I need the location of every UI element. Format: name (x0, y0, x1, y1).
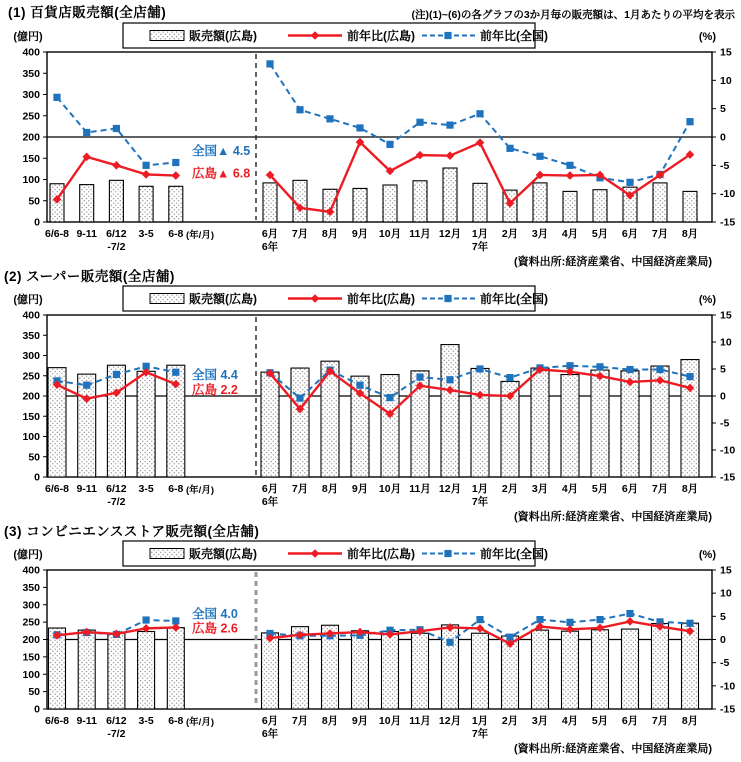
note-text: (注)(1)~(6)の各グラフの3か月毎の販売額は、1月あたりの平均を表示 (411, 9, 735, 21)
x-tick-label: 5月 (591, 228, 609, 240)
sales-bar (531, 368, 549, 477)
left-tick-label: 350 (22, 67, 40, 80)
left-tick-label: 250 (22, 370, 40, 383)
left-tick-label: 250 (22, 110, 40, 123)
right-tick-label: -15 (720, 703, 736, 716)
x-tick-label: -7/2 (107, 728, 126, 740)
left-tick-label: 400 (22, 46, 40, 59)
sales-bar (682, 623, 699, 709)
x-tick-label: 8月 (681, 715, 699, 727)
x-tick-label: -7/2 (107, 241, 126, 253)
sales-bar (473, 183, 487, 222)
hiroshima-annotation: 広島▲ 6.8 (192, 166, 251, 181)
hiroshima-annotation: 広島 2.2 (192, 383, 238, 398)
left-tick-label: 0 (34, 703, 40, 716)
legend-bar-swatch (150, 549, 184, 559)
x-tick-label: 3-5 (138, 483, 154, 495)
x-tick-label: 6/6-8 (45, 715, 69, 727)
x-tick-label: 8月 (681, 228, 699, 240)
x-tick-label: 10月 (378, 228, 402, 240)
chart-1-block (0, 22, 741, 268)
x-tick-label: 7月 (291, 715, 309, 727)
legend (123, 23, 548, 48)
national-annotation: 全国 4.4 (192, 367, 238, 382)
sales-bar (323, 189, 337, 222)
chart-1-title: (1) 百貨店販売額(全店舗) (8, 5, 167, 20)
sales-bar (533, 183, 547, 222)
right-axis-unit: (%) (698, 294, 716, 306)
hiroshima-annotation: 広島 2.6 (192, 621, 238, 636)
x-tick-label: 4月 (561, 228, 579, 240)
sales-bar (108, 633, 125, 709)
sales-bar (591, 370, 609, 477)
x-tick-label: 6月 (261, 228, 279, 240)
sales-bar (138, 632, 155, 709)
sales-bar (412, 633, 429, 709)
x-tick-label: 7月 (651, 228, 669, 240)
x-tick-label: 6月 (261, 715, 279, 727)
right-tick-label: -10 (720, 444, 736, 457)
sales-bar (107, 365, 125, 477)
legend-bar-label: 販売額(広島) (189, 547, 257, 561)
sales-bar (383, 185, 397, 222)
source-text: (資料出所:経済産業省、中国経済産業局) (514, 743, 712, 755)
x-tick-label: 6/6-8 (45, 228, 69, 240)
legend-hiroshima-label: 前年比(広島) (347, 547, 415, 561)
source-text: (資料出所:経済産業省、中国経済産業局) (514, 511, 712, 523)
right-tick-label: 5 (720, 363, 726, 376)
left-tick-label: 400 (22, 309, 40, 322)
sales-bar (139, 186, 153, 222)
x-tick-label: 11月 (409, 715, 431, 727)
x-tick-label: 6-8 (168, 483, 184, 495)
x-tick-label: 2月 (501, 228, 519, 240)
x-tick-label: 7月 (291, 483, 309, 495)
left-tick-label: 150 (22, 651, 40, 664)
sales-bar (472, 633, 489, 709)
right-tick-label: -5 (720, 159, 730, 172)
sales-bar (621, 371, 639, 477)
x-tick-label: 9月 (351, 715, 369, 727)
sales-bar (653, 183, 667, 222)
x-tick-label: 11月 (409, 483, 431, 495)
annotation-labels (192, 143, 250, 180)
left-tick-label: 350 (22, 581, 40, 594)
x-tick-label: 5月 (591, 483, 609, 495)
x-tick-label: 3月 (531, 228, 549, 240)
chart-3-canvas (0, 540, 741, 755)
x-tick-label: 6/12 (106, 228, 127, 240)
chart-3-block (0, 540, 741, 755)
national-annotation: 全国 4.0 (192, 607, 238, 622)
legend (123, 286, 548, 311)
x-tick-label: 9月 (351, 483, 369, 495)
sales-bar (352, 631, 369, 709)
right-tick-label: 0 (720, 390, 726, 403)
left-tick-label: 300 (22, 599, 40, 612)
right-axis-unit: (%) (698, 549, 716, 561)
sales-bar (382, 632, 399, 709)
left-tick-label: 50 (28, 686, 40, 699)
sales-bar (652, 624, 669, 709)
sales-bar (353, 188, 367, 222)
x-tick-label: -7/2 (107, 496, 126, 508)
x-tick-label: 7年 (471, 728, 489, 740)
sales-bar (593, 190, 607, 222)
x-tick-label: (年/月) (186, 485, 214, 496)
x-tick-label: 1月 (471, 483, 489, 495)
right-tick-label: -5 (720, 417, 730, 430)
x-tick-label: 12月 (438, 228, 462, 240)
national-annotation: 全国▲ 4.5 (192, 144, 251, 159)
legend-bar-swatch (150, 294, 184, 304)
x-tick-label: 12月 (438, 483, 462, 495)
x-tick-label: 10月 (378, 715, 402, 727)
right-axis-unit: (%) (698, 31, 716, 43)
sales-bar (262, 633, 279, 709)
left-tick-label: 150 (22, 410, 40, 423)
sales-bar (137, 371, 155, 477)
x-tick-label: 6年 (261, 496, 279, 508)
chart-2-canvas (0, 285, 741, 523)
sales-bar (622, 629, 639, 709)
right-tick-label: 15 (720, 46, 732, 59)
left-tick-label: 0 (34, 471, 40, 484)
legend-national-label: 前年比(全国) (480, 292, 548, 306)
annotation-labels (192, 367, 238, 397)
chart-2-block (0, 285, 741, 523)
x-tick-label: 7年 (471, 496, 489, 508)
sales-bar (562, 631, 579, 709)
x-tick-label: 1月 (471, 715, 489, 727)
sales-bar (471, 368, 489, 477)
x-axis-labels (45, 714, 698, 740)
bars-group (49, 623, 699, 709)
x-tick-label: 3-5 (138, 228, 154, 240)
x-tick-label: 12月 (438, 715, 462, 727)
left-tick-label: 200 (22, 131, 40, 144)
legend-national-label: 前年比(全国) (480, 547, 548, 561)
x-tick-label: 9-11 (76, 715, 97, 727)
sales-bar (683, 191, 697, 222)
sales-bar (169, 186, 183, 222)
sales-bar (291, 368, 309, 477)
sales-bar (592, 630, 609, 709)
x-axis-labels (45, 482, 698, 508)
sales-bar (561, 375, 579, 477)
left-tick-label: 150 (22, 152, 40, 165)
x-tick-label: 6年 (261, 241, 279, 253)
x-tick-label: 7月 (291, 228, 309, 240)
x-tick-label: 3月 (531, 715, 549, 727)
right-tick-label: -15 (720, 216, 736, 229)
left-axis-unit: (億円) (13, 294, 43, 306)
x-tick-label: 1月 (471, 228, 489, 240)
sales-bar (381, 375, 399, 477)
sales-bar (167, 628, 184, 709)
left-tick-label: 400 (22, 564, 40, 577)
x-tick-label: 6年 (261, 728, 279, 740)
x-tick-label: 2月 (501, 483, 519, 495)
sales-bar (563, 191, 577, 222)
left-tick-label: 100 (22, 174, 40, 186)
x-tick-label: (年/月) (186, 717, 214, 728)
legend-hiroshima-label: 前年比(広島) (347, 29, 415, 43)
legend (123, 541, 548, 566)
x-tick-label: 3-5 (138, 715, 154, 727)
x-tick-label: 8月 (321, 483, 339, 495)
x-tick-label: 4月 (561, 483, 579, 495)
left-tick-label: 100 (22, 431, 40, 443)
left-tick-label: 300 (22, 89, 40, 101)
x-tick-label: 6/12 (106, 715, 127, 727)
right-tick-label: 10 (720, 74, 732, 87)
legend-bar-swatch (150, 31, 184, 41)
right-tick-label: -15 (720, 471, 736, 484)
right-tick-label: -5 (720, 657, 730, 670)
x-tick-label: 6月 (621, 228, 639, 240)
x-tick-label: 6月 (261, 483, 279, 495)
sales-bar (532, 630, 549, 709)
left-tick-label: 350 (22, 329, 40, 342)
left-tick-label: 300 (22, 350, 40, 362)
legend-bar-label: 販売額(広島) (189, 292, 257, 306)
x-tick-label: 7月 (651, 715, 669, 727)
chart-2-title: (2) スーパー販売額(全店舗) (4, 269, 175, 284)
x-tick-label: 3月 (531, 483, 549, 495)
x-tick-label: 9月 (351, 228, 369, 240)
left-axis-unit: (億円) (13, 31, 43, 43)
x-tick-label: 8月 (321, 715, 339, 727)
right-tick-label: 0 (720, 131, 726, 144)
right-tick-label: 15 (720, 564, 732, 577)
x-tick-label: 6/6-8 (45, 483, 69, 495)
x-tick-label: 5月 (591, 715, 609, 727)
left-tick-label: 50 (28, 195, 40, 208)
right-tick-label: 15 (720, 309, 732, 322)
sales-bar (109, 180, 123, 222)
left-tick-label: 50 (28, 451, 40, 464)
x-tick-label: 8月 (321, 228, 339, 240)
x-tick-label: 6/12 (106, 483, 127, 495)
x-tick-label: 6-8 (168, 228, 184, 240)
sales-bar (413, 181, 427, 222)
x-tick-label: 6月 (621, 715, 639, 727)
right-tick-label: 5 (720, 610, 726, 623)
right-tick-label: 10 (720, 587, 732, 600)
x-tick-label: 7月 (651, 483, 669, 495)
x-tick-label: 9-11 (76, 483, 97, 495)
x-tick-label: 9-11 (76, 228, 97, 240)
legend-bar-label: 販売額(広島) (189, 29, 257, 43)
sales-bar (78, 630, 95, 709)
x-tick-label: 6-8 (168, 715, 184, 727)
national-yoy-line (53, 60, 693, 186)
x-tick-label: 10月 (378, 483, 402, 495)
left-axis-unit: (億円) (13, 549, 43, 561)
sales-bar (49, 628, 66, 709)
left-tick-label: 250 (22, 616, 40, 629)
x-tick-label: 4月 (561, 715, 579, 727)
sales-bar (80, 185, 94, 222)
left-tick-label: 0 (34, 216, 40, 229)
x-tick-label: (年/月) (186, 230, 214, 241)
sales-bar (443, 168, 457, 222)
annotation-labels (192, 606, 238, 635)
source-text: (資料出所:経済産業省、中国経済産業局) (514, 256, 712, 268)
header-row (0, 2, 741, 22)
right-tick-label: 0 (720, 634, 726, 646)
sales-bar (441, 345, 459, 477)
x-axis-labels (45, 227, 698, 253)
x-tick-label: 2月 (501, 715, 519, 727)
sales-bar (78, 374, 96, 477)
x-tick-label: 6月 (621, 483, 639, 495)
sales-bar (263, 183, 277, 222)
legend-national-label: 前年比(全国) (480, 29, 548, 43)
left-tick-label: 200 (22, 390, 40, 403)
right-tick-label: 5 (720, 103, 726, 116)
x-tick-label: 11月 (409, 228, 431, 240)
right-tick-label: 10 (720, 336, 732, 349)
left-tick-label: 100 (22, 668, 40, 681)
x-tick-label: 8月 (681, 483, 699, 495)
chart-1-canvas (0, 22, 741, 268)
legend-hiroshima-label: 前年比(広島) (347, 292, 415, 306)
right-tick-label: -10 (720, 680, 736, 693)
sales-bar (261, 372, 279, 477)
chart-3-title: (3) コンビニエンスストア販売額(全店舗) (4, 524, 260, 539)
right-tick-label: -10 (720, 188, 736, 201)
left-tick-label: 200 (22, 634, 40, 646)
x-tick-label: 7年 (471, 241, 489, 253)
